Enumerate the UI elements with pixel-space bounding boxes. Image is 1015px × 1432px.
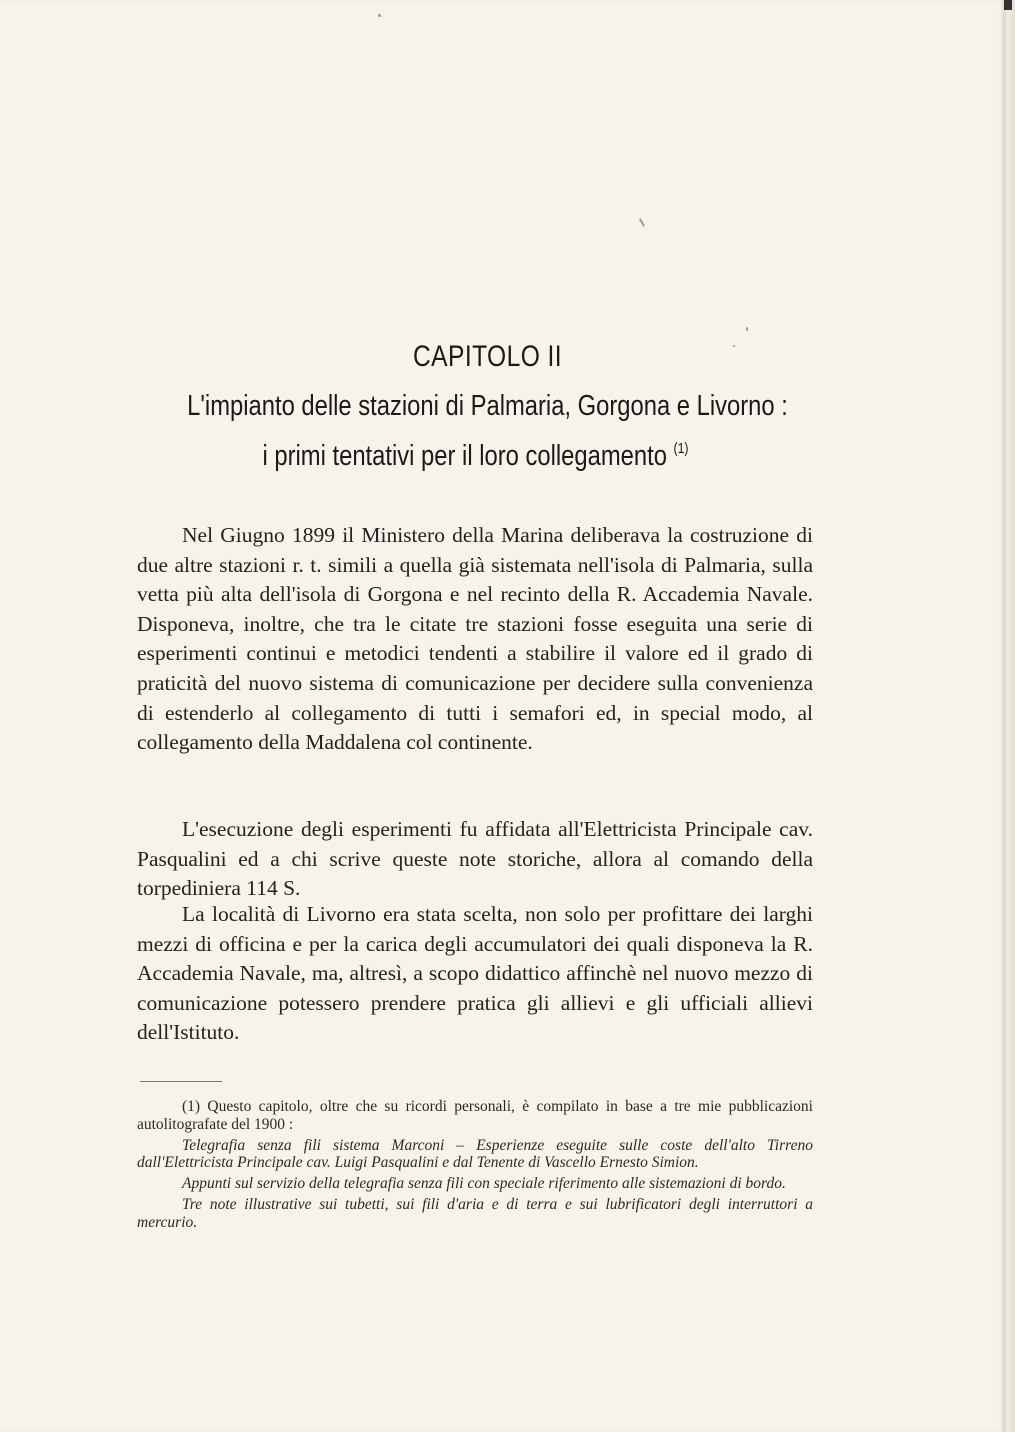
footnote-item-3: Tre note illustrative sui tubetti, sui fili d'aria e di terra e sui lubrificatori degli interruttori a mercurio. <box>137 1195 813 1231</box>
paragraph-text: La località di Livorno era stata scelta, non solo per profittare dei larghi mezzi di officina e per la carica degli accumulatori dei quali disponeva la R. Accademia Navale, ma, altresì, a scopo didattico affinchè nel nuovo mezzo di comunicazione potessero prendere pratica gli allievi e gli ufficiali allievi dell'Istituto. <box>137 902 813 1045</box>
paragraph-text: L'esecuzione degli esperimenti fu affidata all'Elettricista Principale cav. Pasqualini ed a chi scrive queste note storiche, allora al comando della torpediniera 114 S. <box>137 817 813 901</box>
chapter-title-line-2-text: i primi tentativi per il loro collegamento <box>262 440 667 472</box>
page-edge <box>1003 0 1015 1432</box>
chapter-title-line-2 <box>76 440 876 473</box>
footnote-divider <box>140 1081 222 1082</box>
paper-speck <box>733 345 735 347</box>
body-paragraph-1 <box>137 521 813 758</box>
footnote-item-2: Appunti sul servizio della telegrafia senza fili con speciale riferimento alle sistemazioni di bordo. <box>182 1175 786 1193</box>
body-paragraph-2 <box>137 815 813 904</box>
body-paragraph-3 <box>137 900 813 1048</box>
footnote-reference: (1) <box>673 440 689 457</box>
footnote-intro: (1) Questo capitolo, oltre che su ricordi personali, è compilato in base a tre mie pubblicazioni autolitografate del 1900 : <box>137 1098 813 1133</box>
footnote-item-1: Telegrafia senza fili sistema Marconi – Esperienze eseguite sulle coste dell'alto Tirreno dall'Elettricista Principale cav. Luigi Pasqualini e dal Tenente di Vascello Ernesto Simion. <box>137 1136 813 1172</box>
chapter-title-line-1: L'impianto delle stazioni di Palmaria, Gorgona e Livorno : <box>187 390 788 422</box>
page-edge-mark <box>1004 0 1012 10</box>
paper-speck <box>639 218 645 227</box>
paragraph-text: Nel Giugno 1899 il Ministero della Marina deliberava la costruzione di due altre stazioni r. t. simili a quella già sistemata nell'isola di Palmaria, sulla vetta più alta dell'isola di Gorgona e nel recinto della R. Accademia Navale. Disponeva, inoltre, che tra le citate tre stazioni fosse eseguita una serie di esperimenti continui e metodici tendenti a stabilire il valore ed il grado di praticità del nuovo sistema di comunicazione per decidere sulla convenienza di estenderlo al collegamento di tutti i semafori ed, in special modo, al collegamento della Maddalena col continente. <box>137 523 813 755</box>
paper-speck <box>378 14 381 17</box>
footnote-block <box>137 1098 813 1235</box>
paper-speck <box>746 327 748 331</box>
chapter-label: CAPITOLO II <box>413 340 562 373</box>
